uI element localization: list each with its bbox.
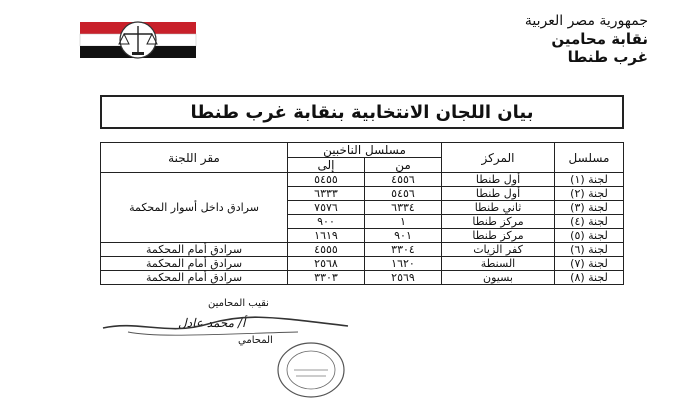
table-row xyxy=(101,173,624,187)
row-serial: لجنة (٧) xyxy=(555,257,624,271)
row-location-merged: سرادق داخل أسوار المحكمة xyxy=(101,173,288,243)
row-center: مركز طنطا xyxy=(442,215,555,229)
letterhead-line-2: نقابة محامين xyxy=(551,30,648,48)
header-to: إلى xyxy=(288,158,365,173)
document-title: بيان اللجان الانتخابية بنقابة غرب طنطا xyxy=(100,95,624,129)
row-from: ٣٣٠٤ xyxy=(365,243,442,257)
table-row xyxy=(101,243,624,257)
row-to: ٥٤٥٥ xyxy=(288,173,365,187)
row-center: أول طنطا xyxy=(442,187,555,201)
letterhead-line-3: غرب طنطا xyxy=(567,48,648,66)
table-header-row xyxy=(101,143,624,158)
committees-table xyxy=(100,142,624,285)
row-from: ١ xyxy=(365,215,442,229)
row-center: بسيون xyxy=(442,271,555,285)
row-center: أول طنطا xyxy=(442,173,555,187)
letterhead-line-1: جمهورية مصر العربية xyxy=(524,13,648,29)
row-to: ٢٥٦٨ xyxy=(288,257,365,271)
header-location: مقر اللجنة xyxy=(101,143,288,173)
row-center: ثاني طنطا xyxy=(442,201,555,215)
syndicate-logo xyxy=(78,14,198,74)
row-serial: لجنة (٢) xyxy=(555,187,624,201)
row-serial: لجنة (١) xyxy=(555,173,624,187)
row-location: سرادق أمام المحكمة xyxy=(101,243,288,257)
document-page xyxy=(38,10,678,410)
row-to: ٦٣٣٣ xyxy=(288,187,365,201)
row-to: ١٦١٩ xyxy=(288,229,365,243)
signature-title: المحامي xyxy=(238,335,273,346)
row-from: ٢٥٦٩ xyxy=(365,271,442,285)
row-from: ٦٣٣٤ xyxy=(365,201,442,215)
row-location: سرادق أمام المحكمة xyxy=(101,257,288,271)
row-serial: لجنة (٨) xyxy=(555,271,624,285)
row-from: ٩٠١ xyxy=(365,229,442,243)
header-voter-sequence: مسلسل الناخبين xyxy=(288,143,442,158)
table-row xyxy=(101,257,624,271)
row-to: ٧٥٧٦ xyxy=(288,201,365,215)
row-serial: لجنة (٣) xyxy=(555,201,624,215)
row-from: ٥٤٥٦ xyxy=(365,187,442,201)
row-from: ١٦٢٠ xyxy=(365,257,442,271)
row-center: مركز طنطا xyxy=(442,229,555,243)
row-to: ٣٣٠٣ xyxy=(288,271,365,285)
row-to: ٩٠٠ xyxy=(288,215,365,229)
row-center: كفر الزيات xyxy=(442,243,555,257)
circular-stamp xyxy=(276,340,346,400)
signature-role: نقيب المحامين xyxy=(208,298,269,309)
row-from: ٤٥٥٦ xyxy=(365,173,442,187)
header-center: المركز xyxy=(442,143,555,173)
row-to: ٤٥٥٥ xyxy=(288,243,365,257)
row-location: سرادق أمام المحكمة xyxy=(101,271,288,285)
row-serial: لجنة (٦) xyxy=(555,243,624,257)
signature-name: أ/ محمد عادل xyxy=(178,316,246,330)
table-row xyxy=(101,271,624,285)
row-center: السنطة xyxy=(442,257,555,271)
handwritten-signature xyxy=(98,310,358,340)
header-serial: مسلسل xyxy=(555,143,624,173)
row-serial: لجنة (٥) xyxy=(555,229,624,243)
row-serial: لجنة (٤) xyxy=(555,215,624,229)
header-from: من xyxy=(365,158,442,173)
letterhead xyxy=(525,12,648,66)
